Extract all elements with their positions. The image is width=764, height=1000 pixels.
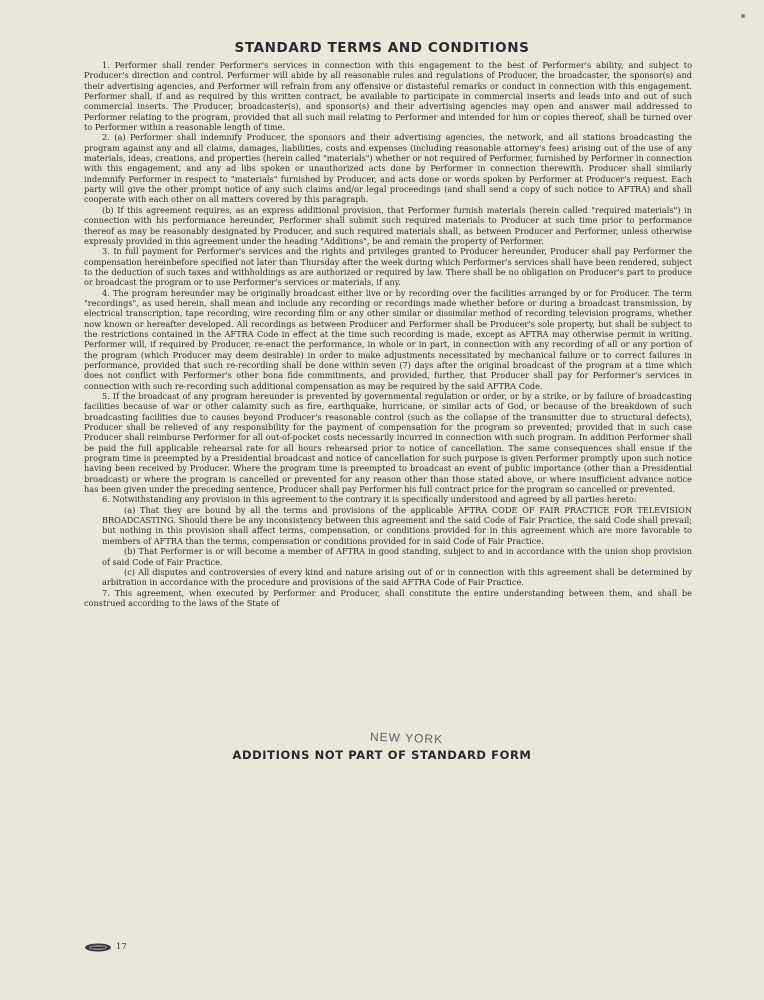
additions-heading: ADDITIONS NOT PART OF STANDARD FORM [232,748,532,762]
paragraph-6a: (a) That they are bound by all the terms and provisions of the applicable AFTRA CODE OF FAIR PRACTICE FOR TELEVISION BROADCASTING. Should there be any inconsistency between this agreement and the said Code of Fair Practice, the said Code shall prevail; but nothing in this provision shall affect terms, compensation, or conditions provided for in this agreement which are more favorable to members of AFTRA than the terms, compensation or conditions provided for in said Code of Fair Practice. [102,504,692,546]
paragraph-5: 5. If the broadcast of any program hereunder is prevented by governmental regulation or order, or by a strike, or by failure of broadcasting facilities because of war or other calamity such as fire, earthquake, hurricane, or similar acts of God, or because of the breakdown of such broadcasting facilities due to causes beyond Producer's reasonable control (such as the collapse of the transmitter due to structural defects), Producer shall be relieved of any responsibility for the payment of compensation for the program so prevented; provided that in such case Producer shall reimburse Performer for all out-of-pocket costs necessarily incurred in connection with such program. In addition Performer shall be paid the full applicable rehearsal rate for all hours rehearsed prior to notice of cancellation. The same consequences shall ensue if the program time is preempted by a Presidential broadcast and notice of cancellation for such purpose is given Performer promptly upon such notice having been received by Producer. Where the program time is preempted to broadcast an event of public importance (other than a Presidential broadcast) or where the program is cancelled or prevented for any reason other than those stated above, or where insufficient advance notice has been given under the preceding sentence, Producer shall pay Performer his full contract price for the program so cancelled or prevented. [84,391,692,495]
page-number: 17 [116,942,127,952]
margin-dot [741,14,745,18]
paragraph-6c: (c) All disputes and controversies of every kind and nature arising out of or in connection with this agreement shall be determined by arbitration in accordance with the procedure and provisions of the said AFTRA Code of Fair Practice. [102,566,692,588]
paragraph-6b: (b) That Performer is or will become a member of AFTRA in good standing, subject to and in accordance with the union shop provision of said Code of Fair Practice. [102,546,692,567]
page-title: STANDARD TERMS AND CONDITIONS [234,40,530,56]
paragraph-2a: 2. (a) Performer shall indemnify Producer, the sponsors and their advertising agencies, the network, and all stations broadcasting the program against any and all claims, damages, liabilities, costs and expenses (including reasonable attorney's fees) arising out of the use of any materials, ideas, creations, and properties (herein called "materials") whether or not required of Performer, furnished by Performer in connection with this engagement, and any ad libs spoken or unauthorized acts done by Performer in connection therewith. Producer shall similarly indemnify Performer in respect to "materials" furnished by Producer, and acts done or words spoken by Performer at Producer's request. Each party will give the other prompt notice of any such claims and/or legal proceedings (and shall send a copy of such notice to AFTRA) and shall cooperate with each other on all matters covered by this paragraph. [84,132,692,205]
paragraph-2b: (b) If this agreement requires, as an express additional provision, that Performer furnish materials (herein called "required materials") in connection with his performance hereunder, Performer shall submit such required materials to Producer at such time prior to performance thereof as may be reasonably designated by Producer, and such required materials shall, as between Producer and Performer, unless otherwise expressly provided in this agreement under the heading "Additions", be and remain the property of Performer. [84,204,692,246]
terms-body [84,60,692,608]
state-stamp: NEW YORK [369,729,444,747]
page-footer [84,942,127,952]
paragraph-3: 3. In full payment for Performer's services and the rights and privileges granted to Producer hereunder, Producer shall pay Performer the compensation hereinbefore specified not later than Thursday after the week during which Performer's services shall have been rendered, subject to the deduction of such taxes and withholdings as are authorized or required by law. There shall be no obligation on Producer's part to produce or broadcast the program or to use Performer's services or materials, if any. [84,246,692,288]
union-label-icon [84,943,112,952]
paragraph-4: 4. The program hereunder may be originally broadcast either live or by recording over the facilities arranged by or for Producer. The term "recordings", as used herein, shall mean and include any recording or recordings made whether before or during a broadcast transmission, by electrical transcription, tape recording, wire recording film or any other similar or dissimilar method of recording television programs, whether now known or hereafter developed. All recordings as between Producer and Performer shall be Producer's sole property, but shall be subject to the restrictions contained in the AFTRA Code in effect at the time such recording is made, except as AFTRA may otherwise permit in writing. Performer will, if required by Producer, re-enact the performance, in whole or in part, in connection with any recording of all or any portion of the program (which Producer may deem desirable) in order to make adjustments necessitated by mechanical failure or to correct failures in performance, provided that such re-recording shall be done within seven (7) days after the original broadcast of the program at a time which does not conflict with Performer's other bona fide commitments, and provided, further, that Producer shall pay for Performer's services in connection with such re-recording such additional compensation as may be required by the said AFTRA Code. [84,287,692,391]
paragraph-6: 6. Notwithstanding any provision in this agreement to the contrary it is specifically understood and agreed by all parties hereto: [102,494,637,505]
paragraph-1: 1. Performer shall render Performer's services in connection with this engagement to the best of Performer's ability, and subject to Producer's direction and control. Performer will abide by all reasonable rules and regulations of Producer, the broadcaster, the sponsor(s) and their advertising agencies, and Performer will refrain from any offensive or distasteful remarks or conduct in connection with this engagement. Performer shall, if and as required by this written contract, be available to participate in commercial inserts and leads into and out of such commercial inserts. The Producer, broadcaster(s), and sponsor(s) and their advertising agencies may open and answer mail addressed to Performer relating to the program, provided that all such mail relating to Performer and intended for him or copies thereof, shall be turned over to Performer within a reasonable length of time. [84,60,692,133]
paragraph-7: 7. This agreement, when executed by Performer and Producer, shall constitute the entire understanding between them, and shall be construed according to the laws of the State of [84,587,692,608]
